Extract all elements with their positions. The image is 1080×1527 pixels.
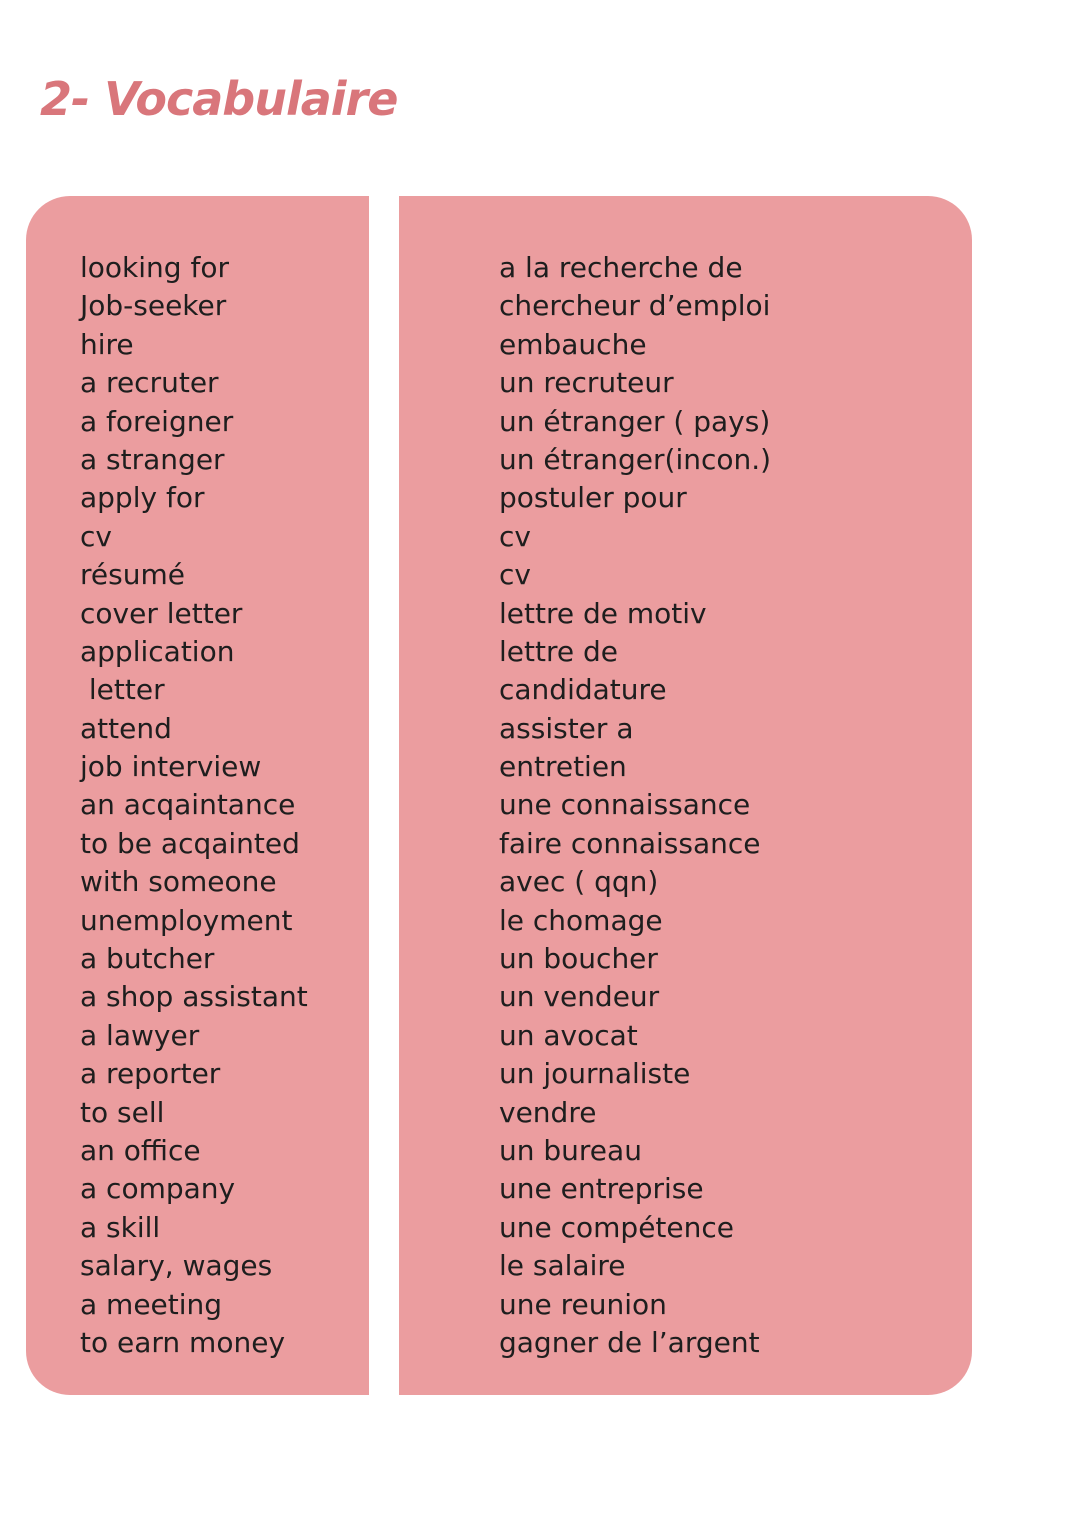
english-term: apply for: [80, 481, 205, 515]
french-term: postuler pour: [499, 481, 687, 515]
english-term: Job-seeker: [80, 289, 227, 323]
french-term: embauche: [499, 327, 647, 361]
english-term: letter: [80, 673, 165, 707]
french-term: entretien: [499, 750, 627, 784]
english-term: a reporter: [80, 1057, 221, 1091]
english-term: with someone: [80, 865, 277, 899]
french-term: cv: [499, 519, 531, 553]
french-term: un étranger ( pays): [499, 404, 771, 438]
english-term: job interview: [80, 750, 262, 784]
english-term: résumé: [80, 558, 185, 592]
french-term: a la recherche de: [499, 251, 743, 284]
english-term: a lawyer: [80, 1018, 200, 1052]
french-term: une connaissance: [499, 788, 751, 822]
french-term: assister a: [499, 711, 634, 745]
french-term: chercheur d’emploi: [499, 289, 771, 323]
english-term: cover letter: [80, 596, 243, 630]
french-term: un journaliste: [499, 1057, 691, 1091]
english-term: an acqaintance: [80, 788, 296, 822]
english-term: a skill: [80, 1210, 161, 1244]
english-term: attend: [80, 711, 172, 745]
english-term: application: [80, 634, 235, 668]
french-term: une entreprise: [499, 1172, 704, 1206]
french-term: un vendeur: [499, 980, 660, 1014]
english-term: to be acqainted: [80, 826, 300, 860]
english-term: cv: [80, 519, 112, 553]
french-term: vendre: [499, 1095, 597, 1129]
french-term: un boucher: [499, 942, 658, 976]
english-term: looking for: [80, 251, 229, 284]
french-term: le salaire: [499, 1249, 626, 1283]
english-term: unemployment: [80, 903, 293, 937]
french-term: une reunion: [499, 1287, 667, 1321]
french-term: gagner de l’argent: [499, 1325, 760, 1359]
english-term: a butcher: [80, 942, 215, 976]
english-term: an office: [80, 1133, 201, 1167]
english-term: a meeting: [80, 1287, 223, 1321]
french-term: un avocat: [499, 1018, 638, 1052]
french-term: le chomage: [499, 903, 663, 937]
english-term: a recruter: [80, 366, 219, 400]
french-term: lettre de: [499, 634, 618, 668]
english-term: a shop assistant: [80, 980, 308, 1014]
english-term: a foreigner: [80, 404, 234, 438]
french-term: un bureau: [499, 1133, 642, 1167]
english-term: a stranger: [80, 442, 225, 476]
french-term: faire connaissance: [499, 826, 761, 860]
french-term: lettre de motiv: [499, 596, 707, 630]
french-term: une compétence: [499, 1210, 734, 1244]
english-word-list: [80, 249, 308, 1362]
page-title: 2- Vocabulaire: [40, 72, 398, 126]
french-term: avec ( qqn): [499, 865, 659, 899]
english-term: to sell: [80, 1095, 165, 1129]
french-term: candidature: [499, 673, 667, 707]
french-word-list: [499, 249, 771, 1362]
english-term: hire: [80, 327, 134, 361]
english-term: salary, wages: [80, 1249, 273, 1283]
french-term: un étranger(incon.): [499, 442, 772, 476]
english-term: to earn money: [80, 1325, 286, 1359]
english-term: a company: [80, 1172, 236, 1206]
french-term: cv: [499, 558, 531, 592]
french-term: un recruteur: [499, 366, 674, 400]
